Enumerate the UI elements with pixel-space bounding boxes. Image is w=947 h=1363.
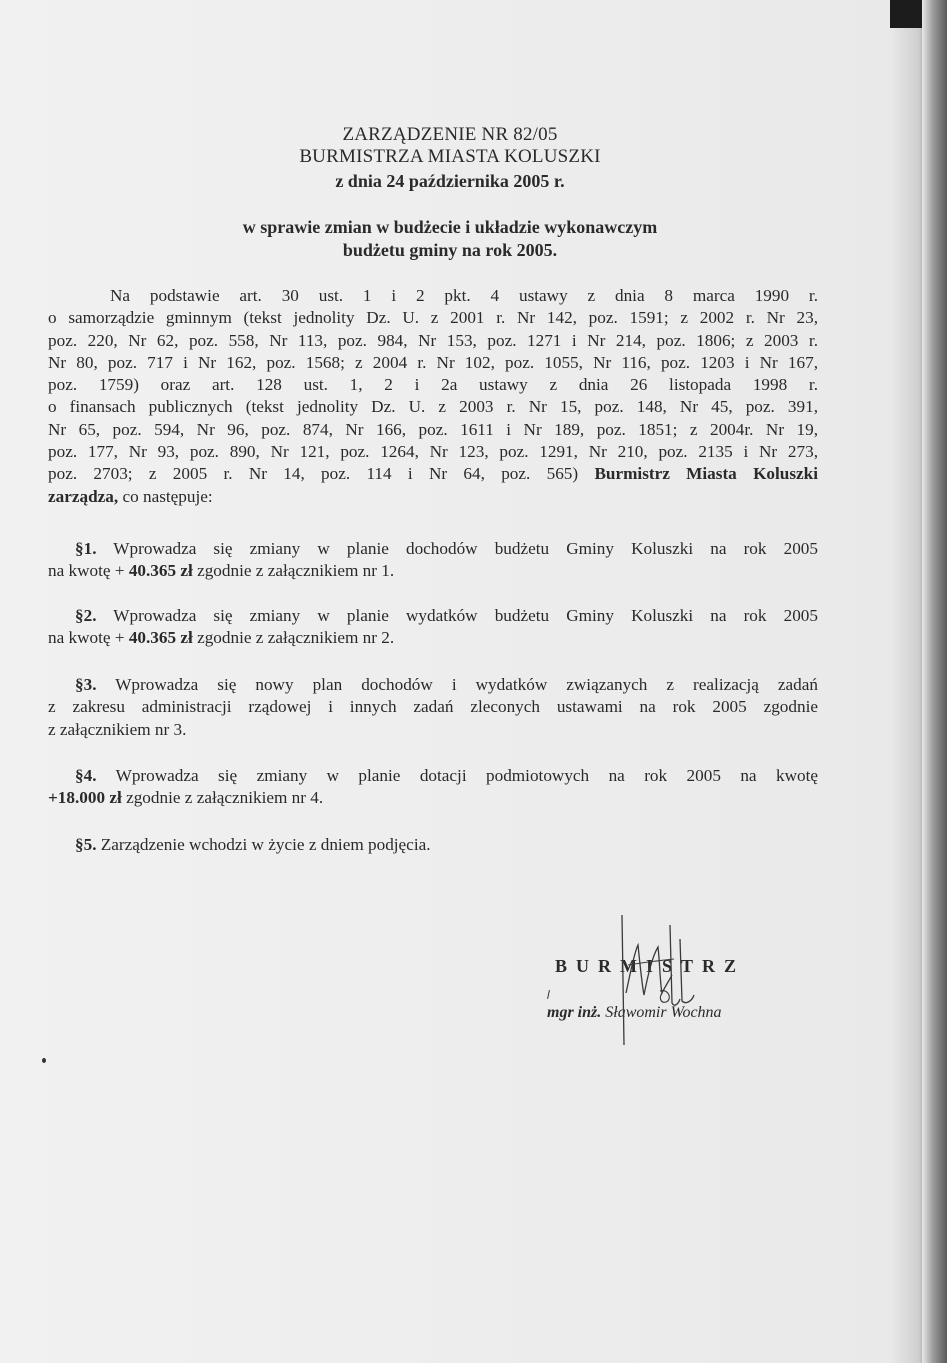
text-fragment: Wprowadza się zmiany w planie dochodów budżetu Gminy Koluszki na rok 2005	[113, 539, 818, 558]
amount: +18.000 zł	[48, 788, 122, 808]
text-fragment: Wprowadza się zmiany w planie wydatków budżetu Gminy Koluszki na rok 2005	[113, 606, 818, 625]
section-1	[48, 538, 818, 583]
document-issuer: BURMISTRZA MIASTA KOLUSZKI	[299, 146, 601, 167]
text-line: poz. 177, Nr 93, poz. 890, Nr 121, poz. 1264, Nr 123, poz. 1291, Nr 210, poz. 2135 i Nr 273,	[48, 442, 818, 462]
text-fragment: zgodnie z załącznikiem nr 1.	[192, 561, 395, 581]
text-line: z zakresu administracji rządowej i innych zadań zleconych ustawami na rok 2005 zgodnie	[48, 697, 818, 717]
academic-title: mgr inż.	[547, 1004, 602, 1021]
signatory-full-name: Sławomir Wochna	[605, 1004, 722, 1021]
text-line: Nr 65, poz. 594, Nr 96, poz. 874, Nr 166, poz. 1611 i Nr 189, poz. 1851; z 2004r. Nr 19,	[48, 419, 818, 439]
section-3	[48, 674, 818, 741]
amount: 40.365 zł	[128, 561, 193, 581]
issuer-bold: Burmistrz Miasta Koluszki	[594, 464, 819, 484]
text-line: poz. 220, Nr 62, poz. 558, Nr 113, poz. 984, Nr 153, poz. 1271 i Nr 214, poz. 1806; z 2003 r.	[48, 330, 818, 350]
decree-verb: zarządza,	[48, 486, 119, 506]
section-mark: §4.	[75, 766, 97, 785]
text-line	[48, 463, 818, 485]
text-line	[48, 765, 818, 787]
scan-right-edge	[922, 0, 947, 1363]
legal-basis-paragraph	[48, 285, 818, 508]
text-line	[48, 627, 818, 649]
subject-line-1: w sprawie zmian w budżecie i układzie wykonawczym	[242, 217, 658, 237]
text-line	[48, 486, 818, 508]
section-mark: §1.	[75, 539, 97, 558]
handwritten-signature	[600, 905, 720, 1045]
document-date: z dnia 24 października 2005 r.	[335, 171, 565, 191]
text-fragment: Wprowadza się zmiany w planie dotacji podmiotowych na rok 2005 na kwotę	[115, 766, 818, 785]
text-line	[48, 834, 818, 856]
section-5	[48, 834, 818, 856]
text-fragment: Zarządzenie wchodzi w życie z dniem podjęcia.	[100, 835, 431, 854]
text-line: Nr 80, poz. 717 i Nr 162, poz. 1568; z 2004 r. Nr 102, poz. 1055, Nr 116, poz. 1203 i Nr 167,	[48, 352, 818, 372]
text-line	[48, 560, 818, 582]
text-fragment: poz. 2703; z 2005 r. Nr 14, poz. 114 i Nr 64, poz. 565)	[48, 464, 579, 484]
stamp-mark	[547, 990, 550, 999]
subject-line-2: budżetu gminy na rok 2005.	[342, 240, 558, 260]
section-mark: §3.	[75, 675, 97, 694]
section-mark: §5.	[75, 835, 97, 854]
text-fragment: na kwotę +	[48, 561, 129, 581]
amount: 40.365 zł	[128, 628, 193, 648]
text-line: Na podstawie art. 30 ust. 1 i 2 pkt. 4 ustawy z dnia 8 marca 1990 r.	[110, 286, 818, 305]
text-fragment: zgodnie z załącznikiem nr 2.	[192, 628, 395, 648]
text-fragment: Wprowadza się nowy plan dochodów i wydatków związanych z realizacją zadań	[115, 675, 818, 694]
section-mark: §2.	[75, 606, 97, 625]
text-line: poz. 1759) oraz art. 128 ust. 1, 2 i 2a ustawy z dnia 26 listopada 1998 r.	[48, 375, 818, 395]
text-line: o finansach publicznych (tekst jednolity Dz. U. z 2003 r. Nr 15, poz. 148, Nr 45, poz. 391,	[48, 397, 818, 417]
section-2	[48, 605, 818, 650]
text-fragment: na kwotę +	[48, 628, 129, 648]
text-line: z załącznikiem nr 3.	[48, 719, 187, 739]
text-line	[48, 605, 818, 627]
text-line	[48, 674, 818, 696]
text-line	[48, 787, 818, 809]
text-line: o samorządzie gminnym (tekst jednolity Dz. U. z 2001 r. Nr 142, poz. 1591; z 2002 r. Nr 23,	[48, 308, 818, 328]
text-fragment: co następuje:	[122, 486, 213, 506]
section-4	[48, 765, 818, 810]
scan-speck	[42, 1058, 46, 1063]
document-title: ZARZĄDZENIE NR 82/05	[342, 124, 558, 145]
text-fragment: zgodnie z załącznikiem nr 4.	[121, 788, 324, 808]
text-line	[48, 538, 818, 560]
signatory-title: BURMISTRZ	[555, 956, 746, 976]
